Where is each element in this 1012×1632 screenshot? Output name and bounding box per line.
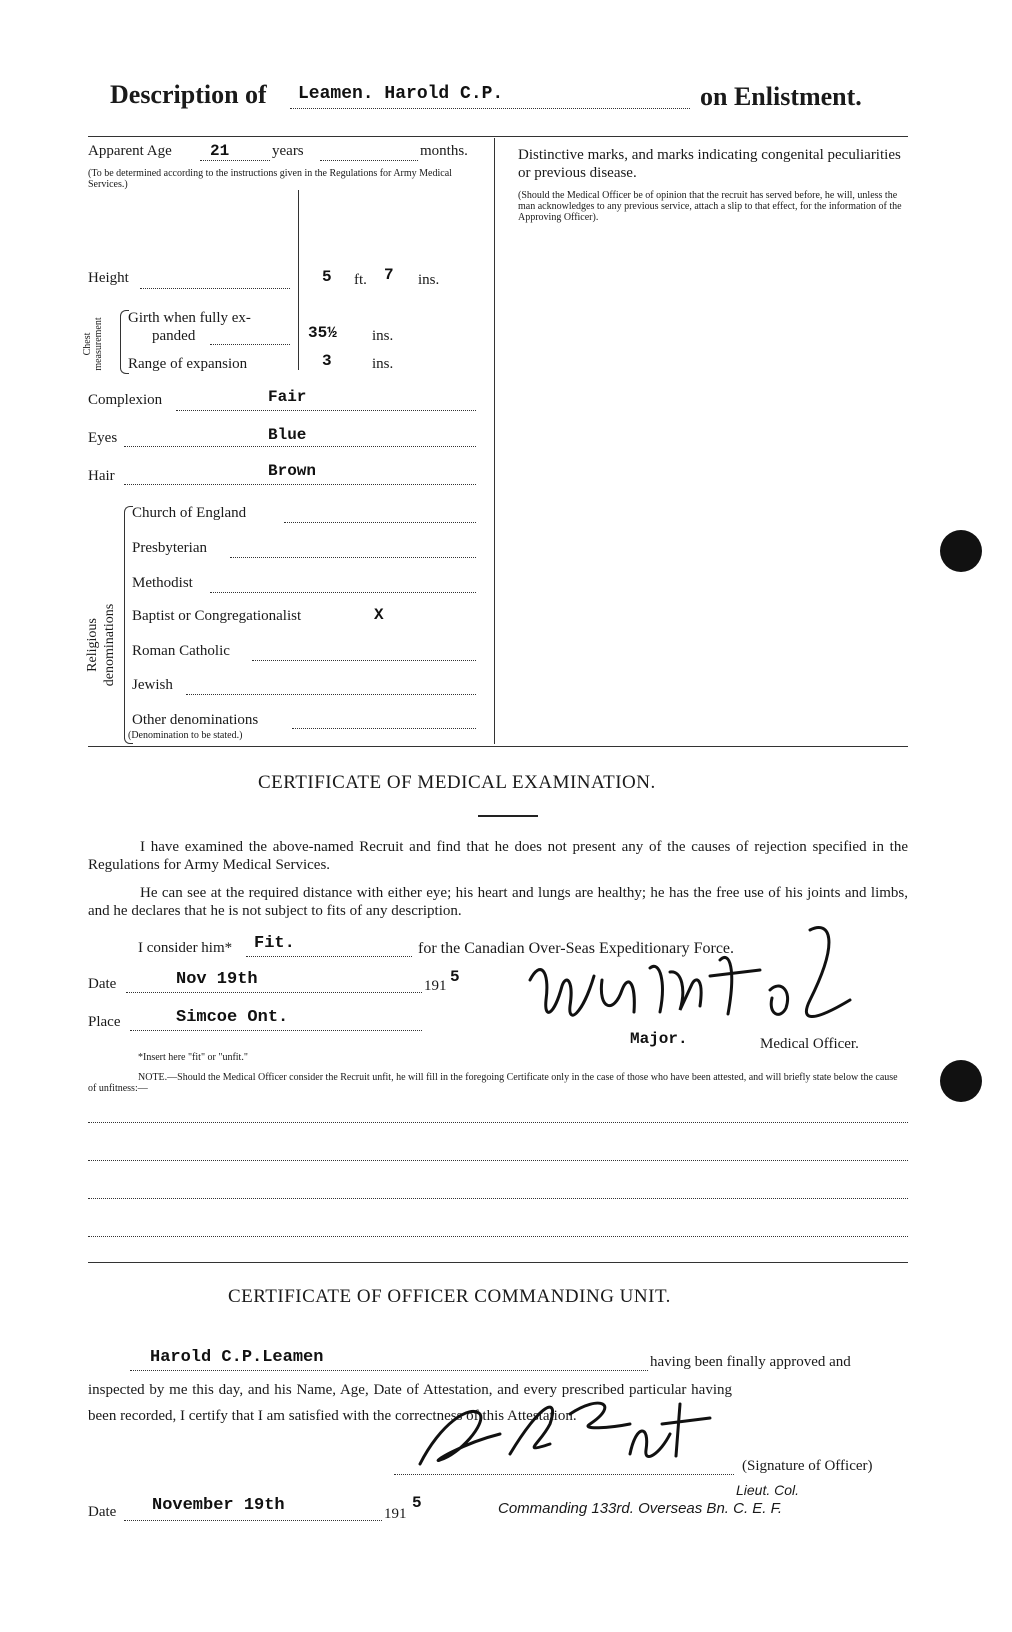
years-label: years [272, 143, 304, 159]
header-name: Leamen. Harold C.P. [298, 84, 504, 104]
denomination-note: (Denomination to be stated.) [128, 730, 243, 741]
ins-label-range: ins. [372, 356, 394, 372]
ins-label-girth: ins. [372, 328, 394, 344]
height-label: Height [88, 270, 129, 286]
religion-roman-catholic: Roman Catholic [132, 643, 230, 659]
place-line [130, 1030, 422, 1031]
eyes-label: Eyes [88, 430, 118, 446]
girth-line [210, 344, 290, 345]
commanding-officer-signature [400, 1384, 730, 1484]
commanding-sig-label: (Signature of Officer) [742, 1458, 873, 1474]
lower-section-rule [88, 1262, 908, 1263]
commanding-title: CERTIFICATE OF OFFICER COMMANDING UNIT. [228, 1286, 671, 1307]
religion-line-3 [210, 592, 476, 593]
height-ft-value: 5 [322, 268, 332, 286]
unfit-line-4 [88, 1236, 908, 1237]
medical-date-label: Date [88, 976, 117, 992]
commanding-text-2: inspected by me this day, and his Name, Age, Date of Attestation, and every prescribed particular having [88, 1382, 733, 1398]
months-label: months. [420, 143, 468, 159]
complexion-value: Fair [268, 388, 307, 406]
medical-date-line [126, 992, 422, 993]
complexion-label: Complexion [88, 392, 163, 408]
religion-line-6 [186, 694, 476, 695]
commanding-date-label: Date [88, 1504, 117, 1520]
medical-title-rule [478, 815, 538, 817]
age-note: (To be determined according to the instructions given in the Regulations for Army Medical Services.) [88, 168, 452, 190]
medical-date-value: Nov 19th [176, 970, 258, 989]
medical-rank-value: Major. [630, 1030, 688, 1048]
upper-section-rule [88, 746, 908, 747]
header-name-line [290, 108, 690, 109]
force-label: for the Canadian Over-Seas Expeditionary Force. [418, 940, 735, 957]
consider-label: I consider him* [138, 940, 233, 956]
punch-hole-bottom [940, 1060, 982, 1102]
religion-jewish: Jewish [132, 677, 173, 693]
religion-methodist: Methodist [132, 575, 193, 591]
age-label: Apparent Age [88, 143, 172, 159]
place-label: Place [88, 1014, 121, 1030]
religion-other: Other denominations [132, 712, 259, 728]
consider-value: Fit. [254, 934, 295, 953]
range-value: 3 [322, 352, 332, 370]
age-value: 21 [210, 142, 230, 160]
religion-church-of-england: Church of England [132, 505, 247, 521]
commanding-year-digit: 5 [412, 1494, 422, 1512]
religion-presbyterian: Presbyterian [132, 540, 207, 556]
column-divider [494, 138, 495, 744]
unfit-note: NOTE.—Should the Medical Officer consider the Recruit unfit, he will fill in the foregoing Certificate only in the case of those who have been attested, and will briefly state below the cause of unfitness:— [88, 1072, 898, 1094]
unfit-line-1 [88, 1122, 908, 1123]
consider-line [246, 956, 412, 957]
complexion-line [176, 410, 476, 411]
place-value: Simcoe Ont. [176, 1008, 289, 1027]
punch-hole-top [940, 530, 982, 572]
header-suffix: on Enlistment. [700, 82, 862, 111]
unfit-line-3 [88, 1198, 908, 1199]
medical-para-1: I have examined the above-named Recruit and find that he does not present any of the causes of rejection specified in the Regulations for Army Medical Services. [88, 839, 908, 873]
chest-label: Chest measurement [82, 317, 104, 371]
girth-label-1: Girth when fully ex- [128, 310, 251, 326]
marks-note: (Should the Medical Officer be of opinion that the recruit has served before, he will, unless the man acknowledges to any previous service, attach a slip to that effect, for the information of the Approving Officer). [518, 190, 902, 223]
commanding-date-line [124, 1520, 382, 1521]
commanding-text-1: having been finally approved and [650, 1354, 851, 1370]
hair-label: Hair [88, 468, 115, 484]
medical-para-2: He can see at the required distance with either eye; his heart and lungs are healthy; he has the free use of his joints and limbs, and he declares that he is not subject to fits of any description. [88, 885, 908, 919]
baptist-mark: X [374, 606, 384, 624]
ft-label: ft. [354, 272, 367, 288]
range-label: Range of expansion [128, 356, 248, 372]
medical-title: CERTIFICATE OF MEDICAL EXAMINATION. [258, 772, 656, 793]
ins-label-height: ins. [418, 272, 440, 288]
unfit-line-2 [88, 1160, 908, 1161]
months-line [320, 160, 418, 161]
commanding-text-3: been recorded, I certify that I am satisfied with the correctness of this Attestation. [88, 1408, 577, 1424]
height-line [140, 288, 290, 289]
hair-line [124, 484, 476, 485]
commanding-name-line [130, 1370, 648, 1371]
eyes-value: Blue [268, 426, 307, 444]
commanding-year-prefix: 191 [384, 1506, 407, 1522]
religion-line-1 [284, 522, 476, 523]
height-in-value: 7 [384, 266, 394, 284]
religion-line-7 [292, 728, 476, 729]
medical-officer-signature [510, 920, 900, 1050]
top-rule [88, 136, 908, 137]
religion-label: Religious denominations [85, 603, 117, 687]
commanding-sig-line [394, 1474, 734, 1475]
religion-line-2 [230, 557, 476, 558]
girth-label-2: panded [152, 328, 196, 344]
commanding-rank-value: Lieut. Col. [736, 1482, 800, 1498]
girth-value: 35½ [308, 324, 337, 342]
measure-divider [298, 190, 299, 370]
header-prefix: Description of [110, 80, 267, 109]
religion-baptist: Baptist or Congregationalist [132, 608, 302, 624]
eyes-line [124, 446, 476, 447]
medical-officer-label: Medical Officer. [760, 1036, 859, 1052]
age-line [200, 160, 270, 161]
commanding-name-value: Harold C.P.Leamen [150, 1348, 324, 1367]
commanding-unit-value: Commanding 133rd. Overseas Bn. C. E. F. [498, 1500, 783, 1517]
insert-note: *Insert here "fit" or "unfit." [138, 1052, 248, 1063]
commanding-date-value: November 19th [152, 1496, 285, 1515]
medical-year-digit: 5 [450, 968, 460, 986]
medical-year-prefix: 191 [424, 978, 447, 994]
religion-line-5 [252, 660, 476, 661]
hair-value: Brown [268, 462, 317, 480]
marks-title: Distinctive marks, and marks indicating congenital peculiarities or previous disease. [518, 147, 901, 181]
